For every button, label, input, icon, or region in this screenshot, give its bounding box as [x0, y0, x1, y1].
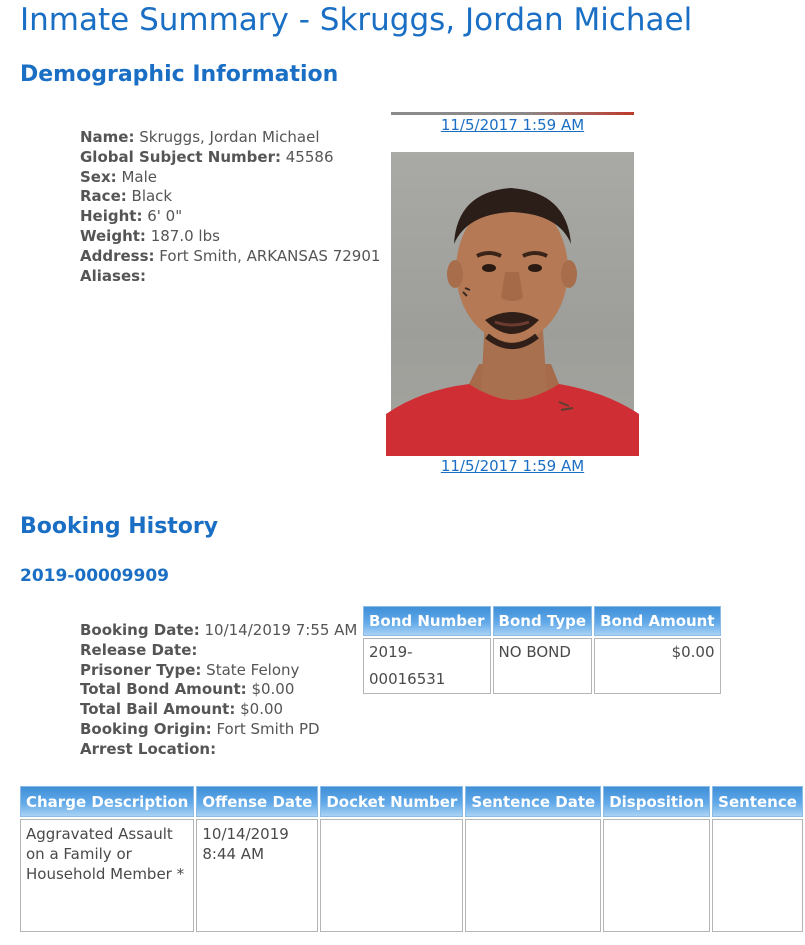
mugshot-photo [391, 152, 634, 456]
photo-date-link-bottom[interactable]: 11/5/2017 1:59 AM [440, 457, 585, 475]
demographic-heading: Demographic Information [20, 62, 339, 87]
sentence-cell [712, 819, 803, 932]
sex-row: Sex: Male [80, 167, 157, 186]
sentence-date-header: Sentence Date [465, 786, 601, 817]
disposition-cell [603, 819, 710, 932]
weight-value: 187.0 lbs [150, 226, 220, 245]
offense-date-header: Offense Date [196, 786, 318, 817]
total-bond-amount-row: Total Bond Amount: $0.00 [80, 680, 295, 699]
bond-table [361, 604, 723, 696]
bond-number-header: Bond Number [363, 606, 491, 636]
height-row: Height: 6' 0" [80, 207, 183, 226]
disposition-header: Disposition [603, 786, 710, 817]
demographic-info [80, 128, 380, 286]
prisoner-type-row: Prisoner Type: State Felony [80, 660, 300, 679]
booking-origin-row: Booking Origin: Fort Smith PD [80, 719, 320, 738]
global-subject-number-row: Global Subject Number: 45586 [80, 147, 334, 166]
charge-description-header: Charge Description [20, 786, 194, 817]
charge-table [18, 784, 805, 934]
aliases-row: Aliases: [80, 266, 147, 285]
address-row: Address: Fort Smith, ARKANSAS 72901 [80, 246, 381, 265]
arrest-location-row: Arrest Location: [80, 739, 217, 758]
table-row [20, 819, 803, 932]
booking-number: 2019-00009909 [20, 566, 169, 586]
bond-amount-cell: $0.00 [594, 638, 720, 694]
mugshot-illustration [391, 152, 634, 456]
page-title: Inmate Summary - Skruggs, Jordan Michael [20, 2, 693, 38]
total-bail-amount-row: Total Bail Amount: $0.00 [80, 700, 284, 719]
booking-history-heading: Booking History [20, 514, 219, 539]
sex-value: Male [121, 167, 157, 186]
docket-number-cell [320, 819, 463, 932]
offense-date-cell: 10/14/2019 8:44 AM [196, 819, 318, 932]
prisoner-type-value: State Felony [206, 660, 300, 679]
race-row: Race: Black [80, 187, 173, 206]
sentence-header: Sentence [712, 786, 803, 817]
booking-date-row: Booking Date: 10/14/2019 7:55 AM [80, 621, 358, 639]
charge-description-cell: Aggravated Assault on a Family or Household Member * [20, 819, 194, 932]
total-bond-amount-value: $0.00 [251, 680, 295, 699]
height-value: 6' 0" [147, 207, 183, 226]
global-subject-number-value: 45586 [285, 147, 334, 166]
bond-table-header [363, 606, 721, 636]
release-date-row: Release Date: [80, 640, 198, 659]
charge-table-clip [0, 784, 797, 945]
previous-photo-strip [391, 112, 634, 115]
docket-number-header: Docket Number [320, 786, 463, 817]
booking-origin-value: Fort Smith PD [216, 719, 320, 738]
bond-type-cell: NO BOND [493, 638, 593, 694]
address-value: Fort Smith, ARKANSAS 72901 [159, 246, 381, 265]
charge-table-header [20, 786, 803, 817]
name-row: Name: Skruggs, Jordan Michael [80, 128, 320, 146]
booking-info [80, 621, 357, 760]
bond-amount-header: Bond Amount [594, 606, 720, 636]
weight-row: Weight: 187.0 lbs [80, 226, 220, 245]
total-bail-amount-value: $0.00 [240, 700, 284, 719]
bond-number-cell: 2019-00016531 [363, 638, 491, 694]
table-row [363, 638, 721, 694]
race-value: Black [131, 187, 173, 206]
booking-date-value: 10/14/2019 7:55 AM [204, 621, 358, 639]
sentence-date-cell [465, 819, 601, 932]
bond-type-header: Bond Type [493, 606, 593, 636]
photo-date-link-top[interactable]: 11/5/2017 1:59 AM [440, 116, 585, 134]
name-value: Skruggs, Jordan Michael [139, 128, 320, 146]
